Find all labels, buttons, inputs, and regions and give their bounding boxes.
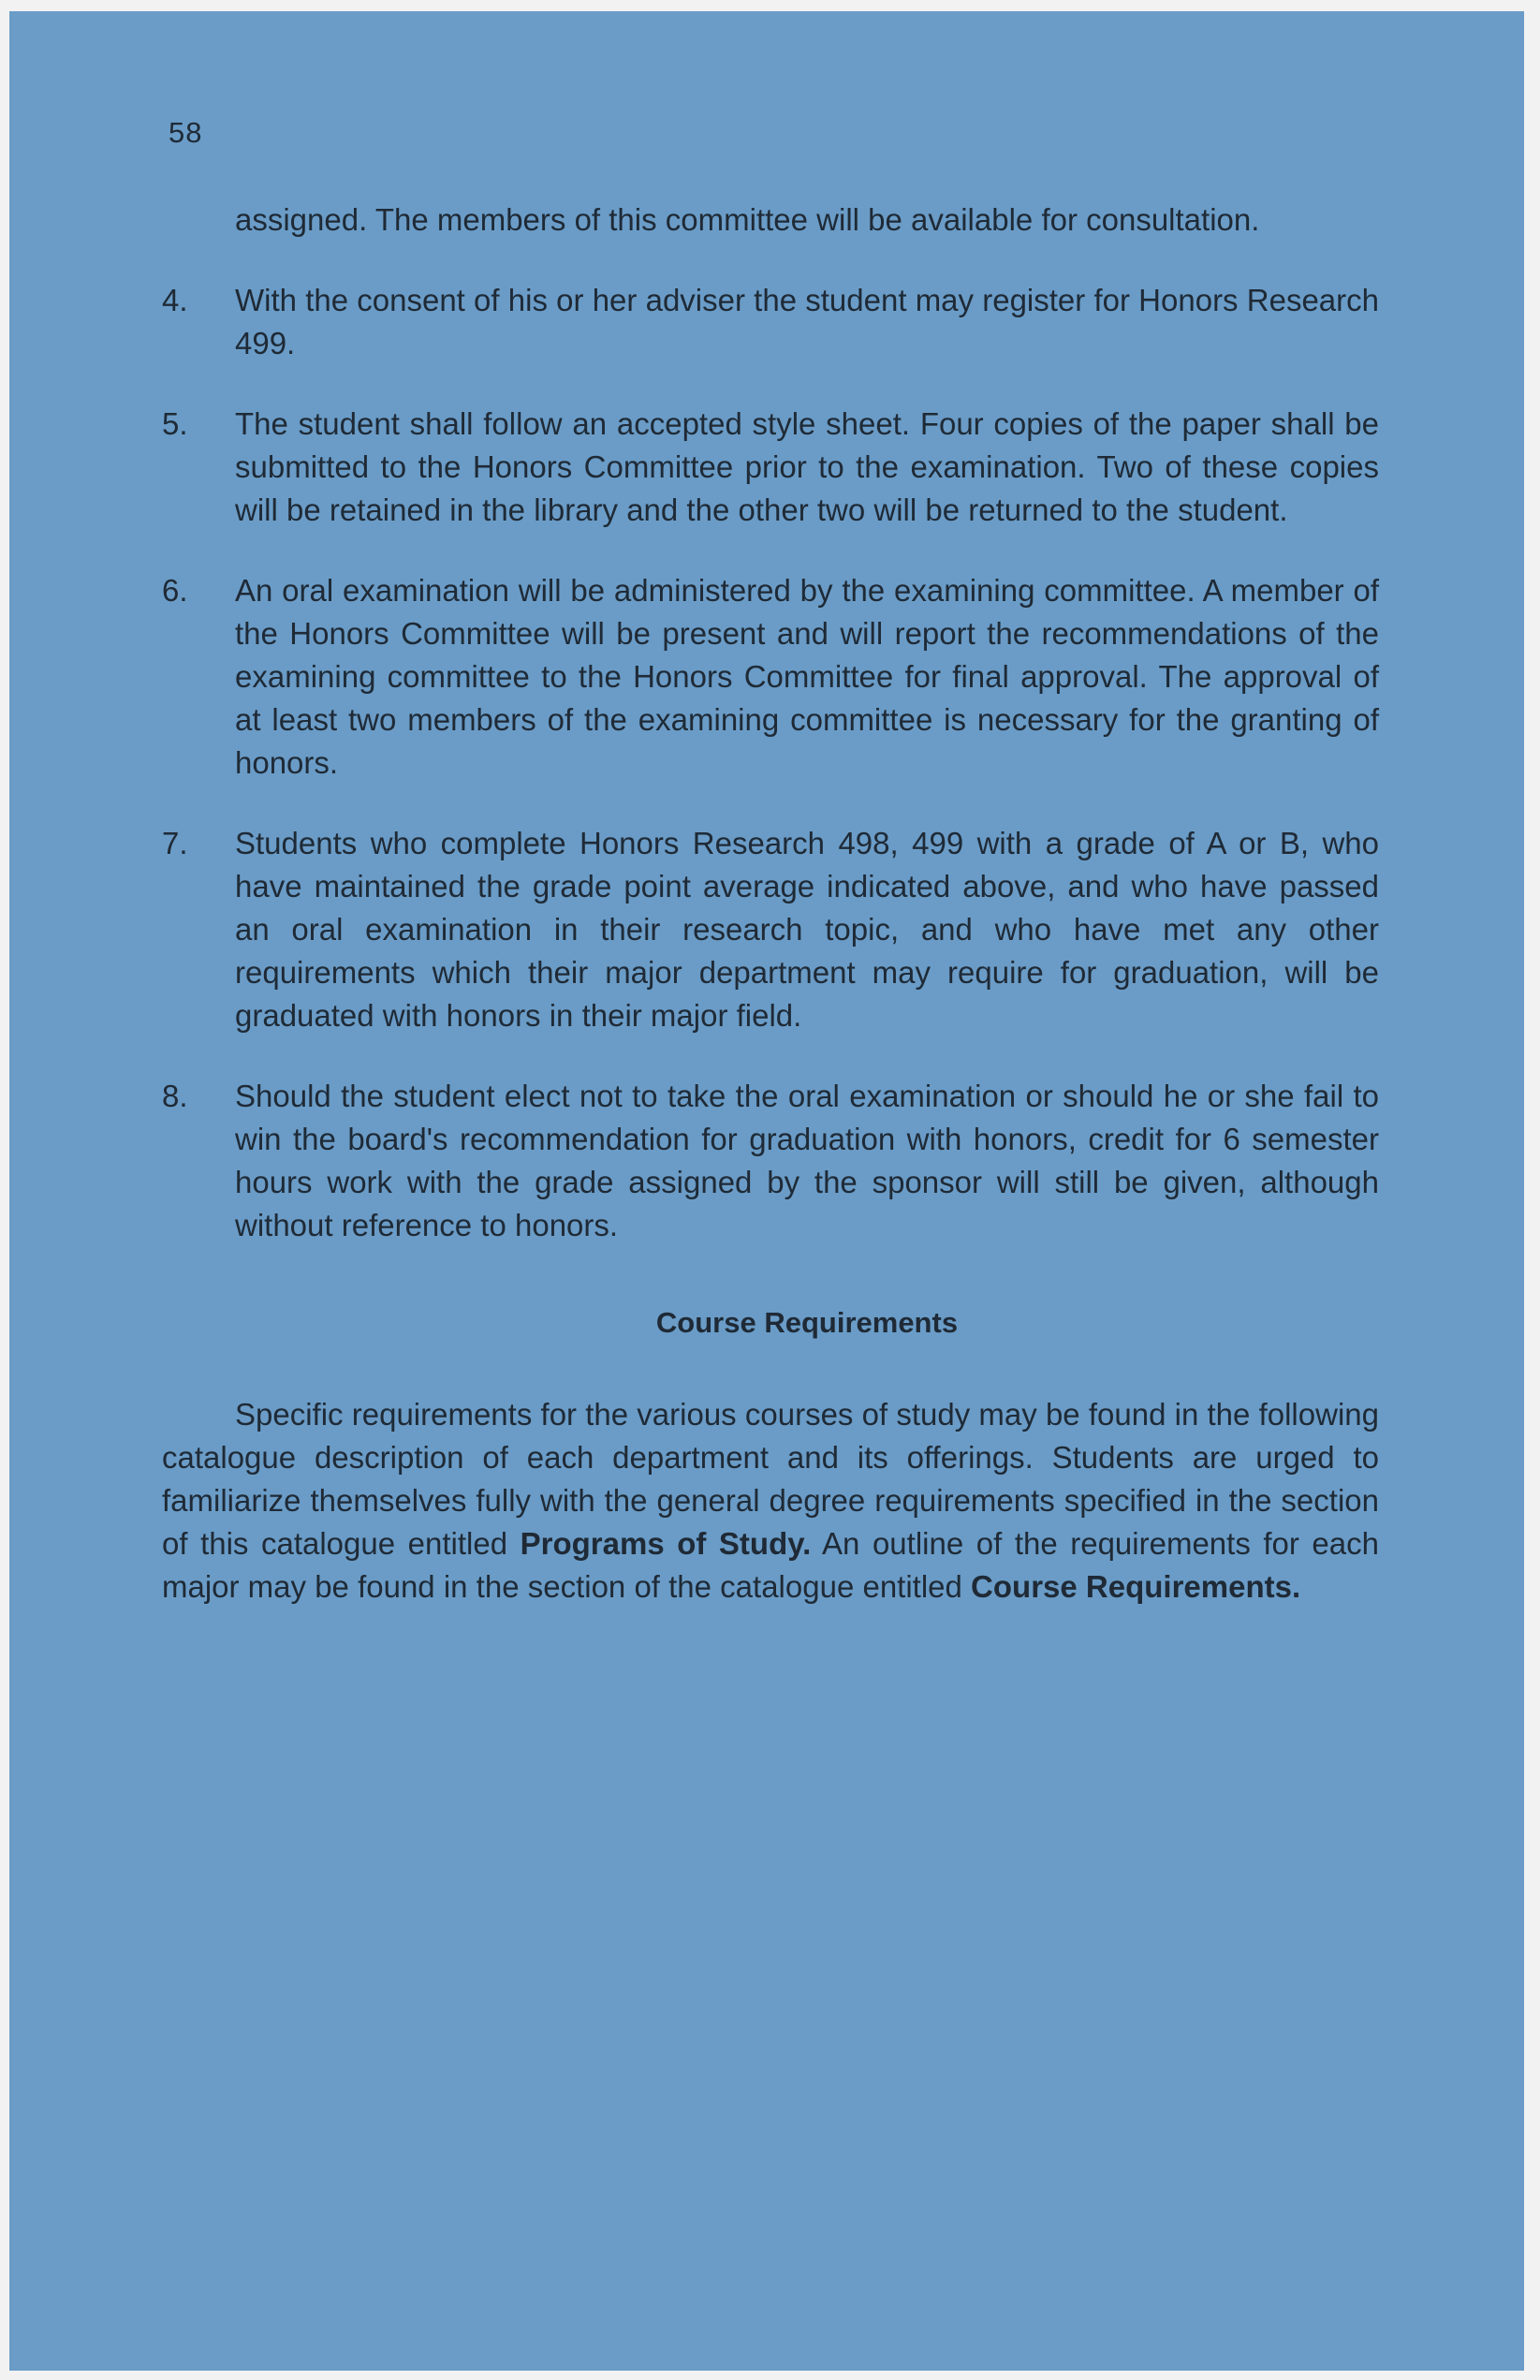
closing-text-2: An outline of the requirements for each major may be found in the section of the catalogue entitled [162, 1526, 1379, 1604]
list-number: 7. [162, 826, 188, 860]
list-number: 6. [162, 573, 188, 608]
continued-paragraph: assigned. The members of this committee will be available for consultation. [235, 202, 1260, 237]
list-number: 4. [162, 283, 188, 317]
list-item-4 [162, 279, 1379, 365]
list-text: The student shall follow an accepted style sheet. Four copies of the paper shall be submitted to the Honors Committee prior to the examination. Two of these copies will be retained in the library and the other two will be returned to the student. [235, 406, 1379, 527]
list-number: 5. [162, 406, 188, 441]
list-item-6 [162, 569, 1379, 785]
list-item-5 [162, 403, 1379, 532]
page-number: 58 [169, 116, 203, 149]
catalogue-page [9, 11, 1524, 2371]
section-heading: Course Requirements [655, 1306, 959, 1339]
list-text: Should the student elect not to take the oral examination or should he or she fail to win the board's recommendation for graduation with honors, credit for 6 semester hours work with the grade assigned by the sponsor will still be given, although without reference to honors. [235, 1079, 1379, 1242]
closing-paragraph [162, 1393, 1379, 1609]
closing-text-1: Specific requirements for the various courses of study may be found in the following catalogue description of each department and its offerings. Students are urged to familiarize themselves fully with the general degree requirements specified in the section of this catalogue entitled [162, 1397, 1379, 1561]
list-item-8 [162, 1075, 1379, 1247]
course-requirements-reference: Course Requirements. [971, 1569, 1301, 1604]
list-text: Students who complete Honors Research 498, 499 with a grade of A or B, who have maintained the grade point average indicated above, and who have passed an oral examination in their research topic, and who have met any other requirements which their major department may require for graduation, will be graduated with honors in their major field. [235, 826, 1379, 1033]
list-item-7 [162, 822, 1379, 1037]
list-text: An oral examination will be administered by the examining committee. A member of the Honors Committee will be present and will report the recommendations of the examining committee to the Honors Committee for final approval. The approval of at least two members of the examining committee is necessary for the granting of honors. [235, 573, 1379, 780]
list-text: With the consent of his or her adviser the student may register for Honors Research 499. [235, 283, 1379, 360]
list-number: 8. [162, 1079, 188, 1113]
page-body [162, 198, 1379, 1609]
programs-of-study-reference: Programs of Study. [520, 1526, 812, 1561]
